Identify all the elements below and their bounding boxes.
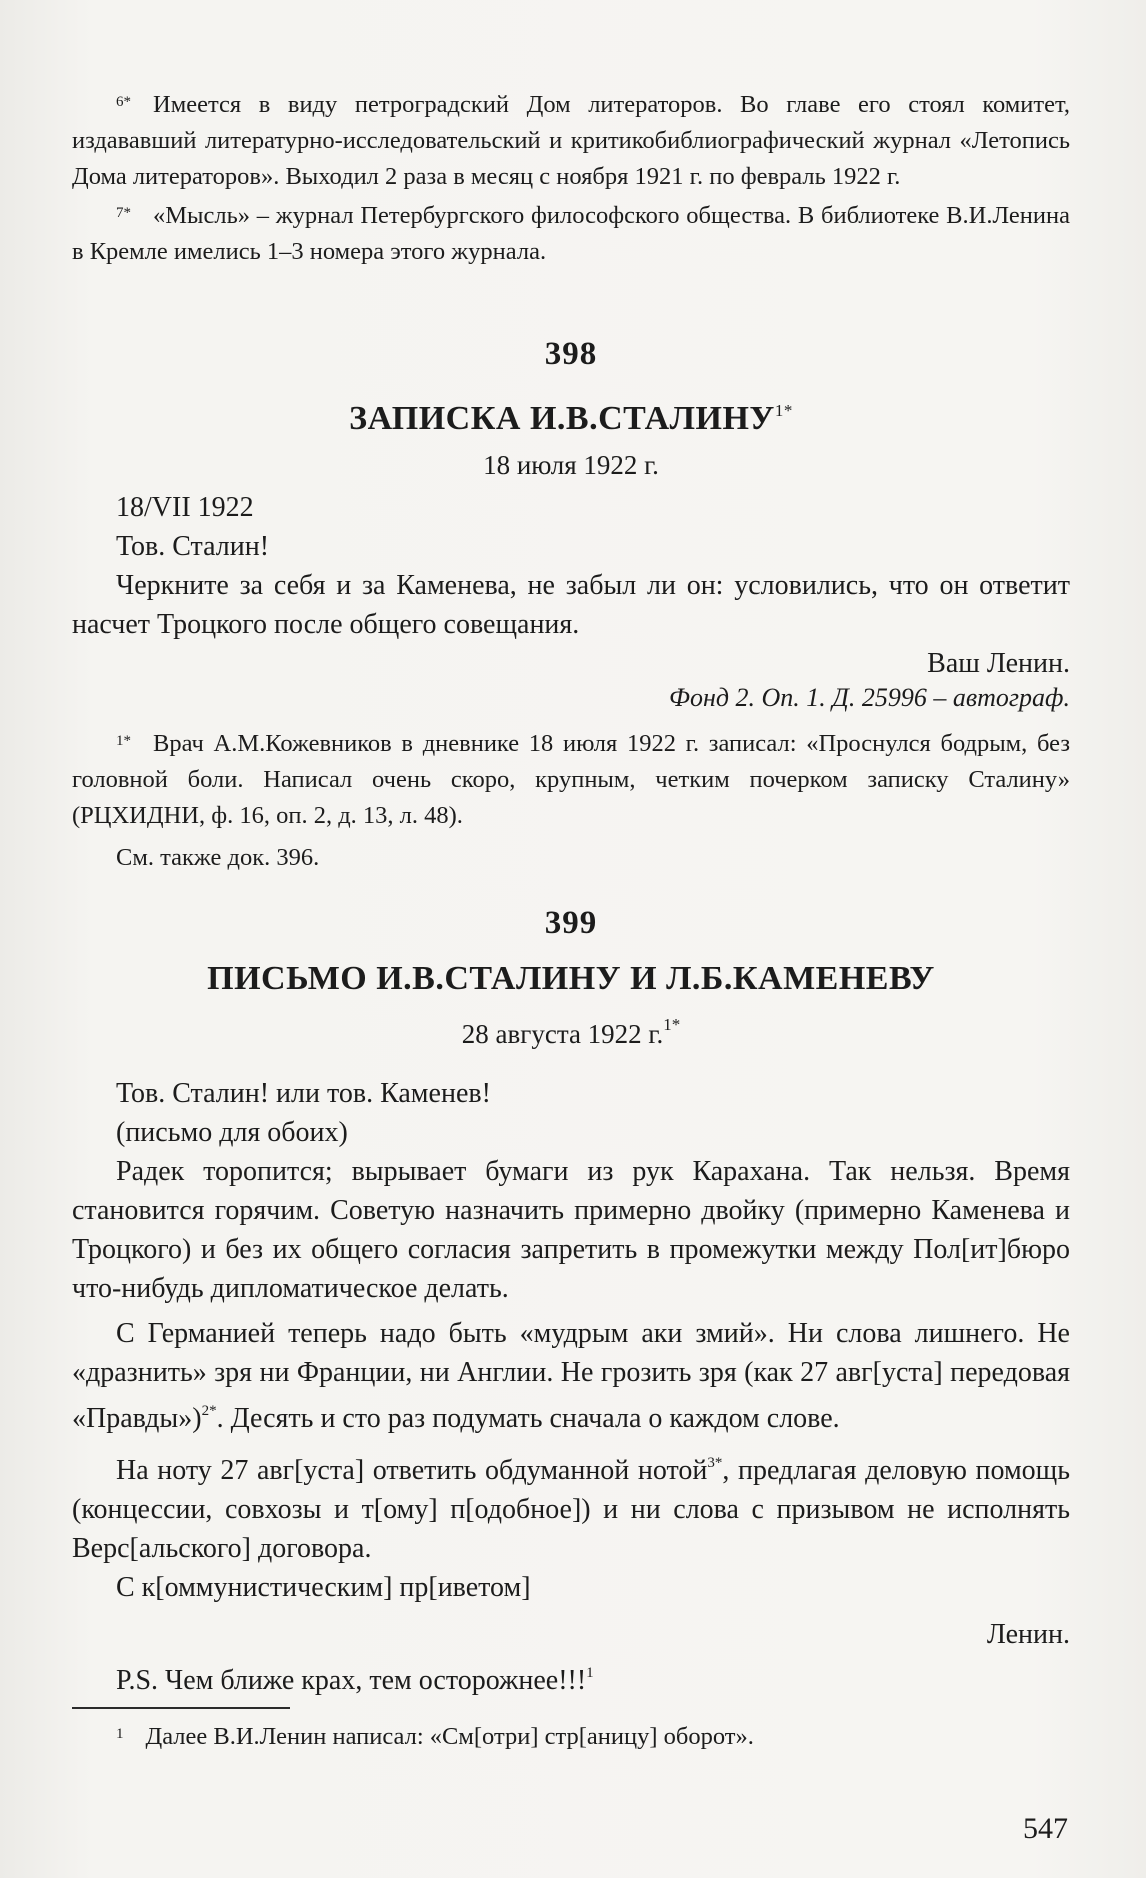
paragraph-3-text: На ноту 27 авг[уста] ответить обдуманной нотой	[116, 1455, 708, 1486]
bottom-footnote	[72, 1716, 1070, 1755]
footnote-text: Далее В.И.Ленин написал: «См[отри] стр[аницу] оборот».	[145, 1723, 754, 1750]
greeting-note: (письмо для обоих)	[116, 1117, 348, 1148]
postscript-text: P.S. Чем ближе крах, тем осторожнее!!!	[116, 1665, 587, 1696]
paragraph-2	[72, 1314, 1070, 1438]
letter-text: Черкните за себя и за Каменева, не забыл ли он: условились, что он ответит насчет Троцкого после общего совещания.	[72, 570, 1070, 640]
date-footnote-mark: 1*	[663, 1015, 681, 1034]
footnote-mark: 3*	[707, 1455, 723, 1471]
footnote-text: Врач А.М.Кожевников в дневнике 18 июля 1922 г. записал: «Проснулся бодрым, без головной боли. Написал очень скоро, крупным, четким почерком записку Сталину» (РЦХИДНИ, ф. 16, оп. 2, д. 13, л. 48).	[72, 730, 1070, 829]
paragraph-1: Радек торопится; вырывает бумаги из рук Карахана. Так нельзя. Время становится горячим. Советую назначить примерно двойку (примерно Каменева и Троцкого) и без их общего согласия запретить в промежутки между Пол[ит]бюро что-нибудь дипломатическое делать.	[72, 1156, 1070, 1304]
paragraph-2-tail: . Десять и сто раз подумать сначала о каждом слове.	[216, 1403, 840, 1434]
footnote-1-bottom	[72, 1716, 1070, 1755]
postscript	[72, 1654, 1070, 1700]
dateline: 18/VII 1922	[116, 492, 254, 523]
doc-date-398: 18 июля 1922 г.	[483, 450, 659, 480]
footnote-mark: 1	[116, 1726, 124, 1742]
paragraph-3-tail: , предлагая деловую помощь (концессии, совхозы и т[ому] п[одобное]) и ни слова с призывом не исполнять Верс[альского] договора.	[72, 1455, 1071, 1564]
footnote-mark: 2*	[201, 1403, 217, 1419]
title-footnote-mark: 1*	[774, 401, 793, 420]
footnote-divider	[72, 1707, 290, 1709]
footnote-mark: 6*	[116, 94, 131, 110]
footnote-text: «Мысль» – журнал Петербургского философского общества. В библиотеке В.И.Ленина в Кремле имелись 1–3 номера этого журнала.	[72, 202, 1070, 265]
doc-title-399: ПИСЬМО И.В.СТАЛИНУ И Л.Б.КАМЕНЕВУ	[207, 960, 935, 997]
closing: С к[оммунистическим] пр[иветом]	[116, 1572, 531, 1603]
signature: Ленин.	[986, 1619, 1070, 1650]
paragraph-2-text: С Германией теперь надо быть «мудрым аки змий». Ни слова лишнего. Не «дразнить» зря ни Франции, ни Англии. Не грозить зря (как 27 авг[уста] передовая «Правды»)	[72, 1318, 1070, 1434]
footnote-mark: 1	[586, 1665, 594, 1681]
footnote-text: Имеется в виду петроградский Дом литераторов. Во главе его стоял комитет, издававший литературно-исследовательский и критикобиблиографический журнал «Летопись Дома литераторов». Выходил 2 раза в месяц с ноября 1921 г. по февраль 1922 г.	[72, 91, 1070, 190]
greeting: Тов. Сталин! или тов. Каменев!	[116, 1078, 491, 1109]
doc-title-398	[72, 400, 1070, 438]
doc-body-399	[72, 1074, 1070, 1700]
footnote-6	[72, 84, 1070, 195]
page-number: 547	[1023, 1812, 1068, 1845]
footnotes-top	[72, 84, 1070, 270]
salutation: Тов. Сталин!	[116, 531, 270, 562]
footnote-7	[72, 195, 1070, 270]
title-text: ЗАПИСКА И.В.СТАЛИНУ	[349, 400, 775, 437]
doc398-notes	[72, 723, 1070, 876]
archive-source: Фонд 2. Оп. 1. Д. 25996 – автограф.	[669, 683, 1070, 712]
doc-body-398	[72, 488, 1070, 683]
date-text: 28 августа 1922 г.	[461, 1019, 664, 1049]
signature: Ваш Ленин.	[927, 648, 1070, 679]
footnote-1	[72, 723, 1070, 834]
see-also: См. также док. 396.	[116, 844, 320, 871]
doc-number-399: 399	[544, 905, 598, 941]
doc-date-399	[72, 1015, 1070, 1050]
footnote-mark: 1*	[116, 733, 131, 749]
paragraph-3	[72, 1444, 1070, 1568]
footnote-mark: 7*	[116, 205, 131, 221]
doc-number-398: 398	[544, 336, 598, 372]
